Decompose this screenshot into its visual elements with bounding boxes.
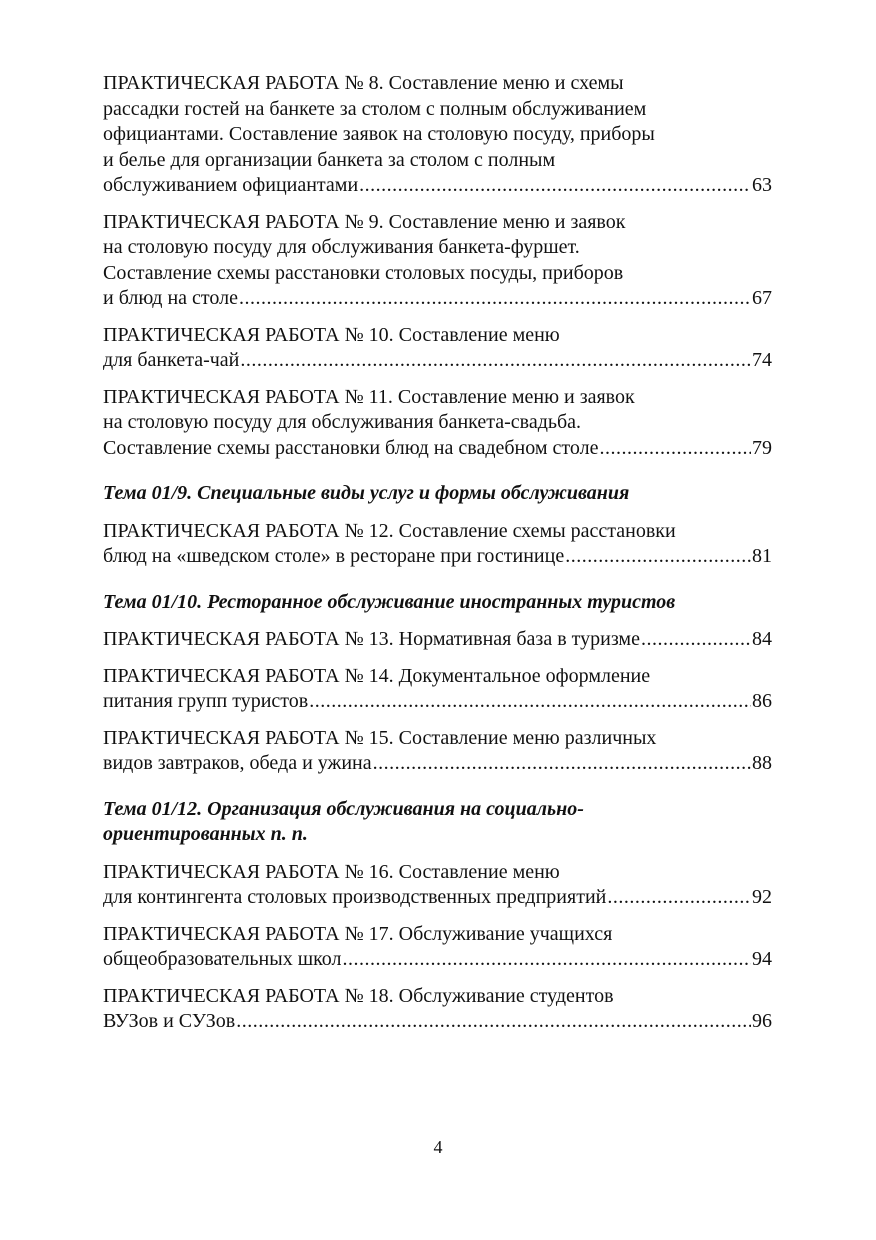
- toc-entry-line: и белье для организации банкета за столом с полным: [103, 148, 556, 171]
- toc-topic-heading: [103, 481, 772, 507]
- toc-page-number: 96: [752, 1010, 772, 1032]
- toc-entry[interactable]: [103, 210, 772, 312]
- dot-leader: [236, 1009, 751, 1035]
- toc-entry-line: ПРАКТИЧЕСКАЯ РАБОТА № 11. Составление меню и заявок: [103, 385, 635, 408]
- toc-entry-line: официантами. Составление заявок на столовую посуду, приборы: [103, 123, 655, 145]
- dot-leader: [373, 751, 751, 777]
- toc-entry-line: ПРАКТИЧЕСКАЯ РАБОТА № 15. Составление меню различных: [103, 726, 657, 749]
- toc-entry[interactable]: [103, 323, 772, 374]
- topic-heading-line: ориентированных п. п.: [103, 823, 308, 845]
- toc-entry-line: видов завтраков, обеда и ужина: [103, 752, 372, 774]
- toc-entry[interactable]: [103, 71, 772, 199]
- toc-entry-line: общеобразовательных школ: [103, 948, 342, 970]
- toc-entry-line: питания групп туристов: [103, 690, 309, 712]
- toc-entry-final-line: [103, 173, 772, 199]
- dot-leader: [607, 885, 751, 911]
- toc-page-number: 94: [752, 948, 772, 970]
- toc-page-number: 92: [752, 886, 772, 908]
- toc-topic-heading: [103, 797, 772, 848]
- toc-entry-line: Составление схемы расстановки столовых посуды, приборов: [103, 261, 624, 284]
- toc-entry-final-line: [103, 1009, 772, 1035]
- toc-page-number: 79: [752, 436, 772, 459]
- dot-leader: [239, 286, 751, 312]
- dot-leader: [343, 947, 751, 973]
- toc-entry-final-line: [103, 436, 772, 462]
- toc-entry-line: ПРАКТИЧЕСКАЯ РАБОТА № 10. Составление меню: [103, 323, 560, 346]
- toc-entry[interactable]: [103, 860, 772, 911]
- toc-page-number: 84: [752, 628, 772, 650]
- toc-entry-line: ПРАКТИЧЕСКАЯ РАБОТА № 8. Составление меню и схемы: [103, 72, 624, 94]
- topic-heading-line: Тема 01/10. Ресторанное обслуживание иностранных туристов: [103, 590, 676, 613]
- topic-heading-line: Тема 01/9. Специальные виды услуг и формы обслуживания: [103, 482, 630, 504]
- toc-entry[interactable]: [103, 726, 772, 777]
- toc-page-number: 81: [752, 545, 772, 567]
- toc-entry-final-line: [103, 627, 772, 653]
- toc-page-number: 67: [752, 287, 772, 309]
- toc-page-number: 74: [752, 349, 772, 371]
- dot-leader: [599, 436, 751, 462]
- toc-entry[interactable]: [103, 385, 772, 462]
- table-of-contents: [103, 71, 772, 1046]
- dot-leader: [359, 173, 751, 199]
- toc-page-number: 63: [752, 174, 772, 196]
- toc-entry-line: ПРАКТИЧЕСКАЯ РАБОТА № 9. Составление меню и заявок: [103, 210, 626, 233]
- toc-entry-line: рассадки гостей на банкете за столом с полным обслуживанием: [103, 97, 647, 120]
- toc-entry-final-line: [103, 751, 772, 777]
- toc-entry-line: ПРАКТИЧЕСКАЯ РАБОТА № 14. Документальное оформление: [103, 664, 651, 687]
- toc-entry-line: блюд на «шведском столе» в ресторане при гостинице: [103, 545, 565, 567]
- toc-entry-final-line: [103, 544, 772, 570]
- toc-entry-line: Составление схемы расстановки блюд на свадебном столе: [103, 436, 599, 459]
- toc-entry-final-line: [103, 947, 772, 973]
- toc-entry[interactable]: [103, 984, 772, 1035]
- dot-leader: [309, 689, 751, 715]
- toc-entry-final-line: [103, 689, 772, 715]
- toc-entry-line: ПРАКТИЧЕСКАЯ РАБОТА № 12. Составление схемы расстановки: [103, 519, 676, 542]
- page-number: 4: [433, 1137, 443, 1157]
- dot-leader: [240, 348, 751, 374]
- toc-page-number: 88: [752, 752, 772, 774]
- toc-entry-final-line: [103, 348, 772, 374]
- toc-entry[interactable]: [103, 664, 772, 715]
- dot-leader: [565, 544, 751, 570]
- toc-entry-line: обслуживанием официантами: [103, 174, 359, 196]
- toc-entry-line: на столовую посуду для обслуживания банкета-фуршет.: [103, 236, 580, 258]
- toc-page-number: 86: [752, 690, 772, 712]
- dot-leader: [641, 627, 751, 653]
- toc-entry[interactable]: [103, 627, 772, 653]
- toc-topic-heading: [103, 590, 772, 616]
- toc-entry-line: и блюд на столе: [103, 287, 238, 309]
- topic-heading-line: Тема 01/12. Организация обслуживания на социально-: [103, 797, 584, 820]
- toc-entry-line: ПРАКТИЧЕСКАЯ РАБОТА № 17. Обслуживание учащихся: [103, 922, 613, 945]
- toc-entry-line: для банкета-чай: [103, 349, 240, 371]
- toc-entry-line: ПРАКТИЧЕСКАЯ РАБОТА № 16. Составление меню: [103, 860, 560, 883]
- toc-entry-final-line: [103, 885, 772, 911]
- toc-entry[interactable]: [103, 519, 772, 570]
- toc-entry-line: на столовую посуду для обслуживания банкета-свадьба.: [103, 411, 582, 433]
- toc-entry-line: ВУЗов и СУЗов: [103, 1010, 236, 1032]
- toc-entry-line: для контингента столовых производственных предприятий: [103, 886, 607, 908]
- toc-entry-line: ПРАКТИЧЕСКАЯ РАБОТА № 18. Обслуживание студентов: [103, 984, 614, 1007]
- toc-entry-line: ПРАКТИЧЕСКАЯ РАБОТА № 13. Нормативная база в туризме: [103, 628, 640, 650]
- toc-entry[interactable]: [103, 922, 772, 973]
- toc-entry-final-line: [103, 286, 772, 312]
